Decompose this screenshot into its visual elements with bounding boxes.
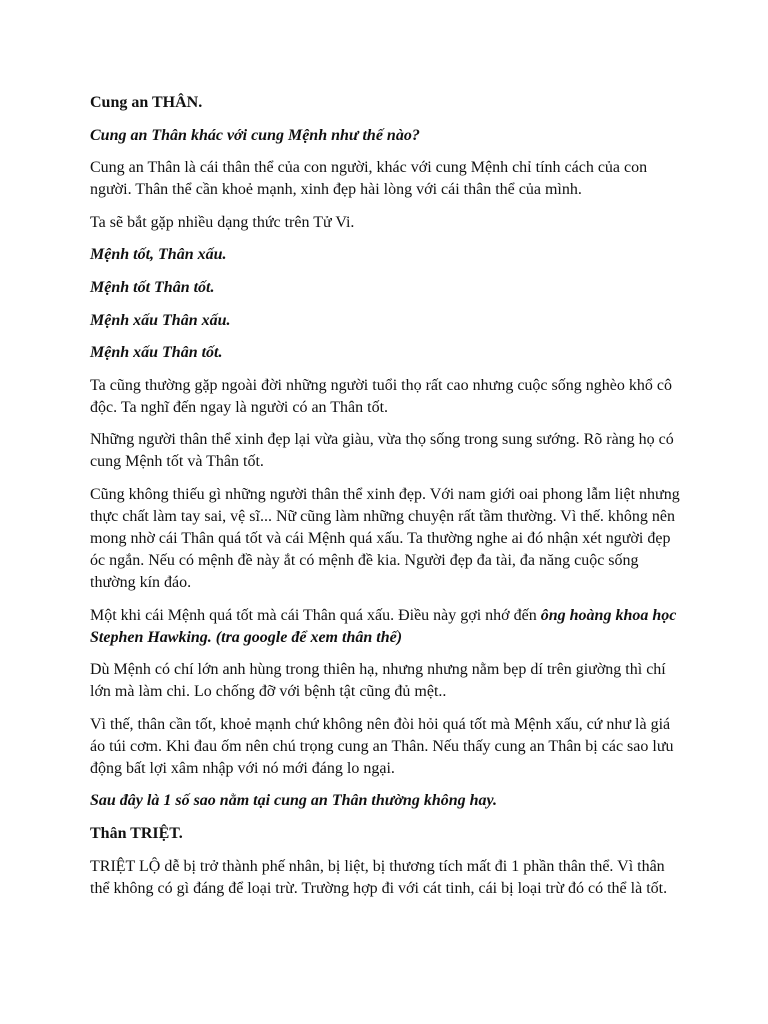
paragraph-5: Cũng không thiếu gì những người thân thể xinh đẹp. Với nam giới oai phong lẫm liệt nhưng thực chất làm tay sai, vệ sĩ... Nữ cũng làm những chuyện rất tầm thường. Vì thế. không nên mong nhờ cái Thân quá tốt và cái Mệnh quá xấu. Ta thường nghe ai đó nhận xét người đẹp óc ngắn. Nếu có mệnh đề này ắt có mệnh đề kia. Người đẹp đa tài, đa năng cuộc sống thường kín đáo. [90, 485, 680, 591]
bad-stars-intro: Sau đây là 1 số sao nằm tại cung an Thân thường không hay. [90, 792, 498, 810]
paragraph-1: Cung an Thân là cái thân thể của con người, khác với cung Mệnh chỉ tính cách của con người. Thân thể cần khoẻ mạnh, xinh đẹp hài lòng với cái thân thể của mình. [90, 159, 648, 199]
paragraph-2: Ta sẽ bắt gặp nhiều dạng thức trên Tử Vi. [90, 213, 355, 231]
document-page [90, 92, 688, 910]
paragraph-6-text: Một khi cái Mệnh quá tốt mà cái Thân quá xấu. Điều này gợi nhớ đến [90, 606, 541, 624]
case-3: Mệnh xấu Thân xấu. [90, 311, 231, 329]
document-heading: Cung an THÂN. [90, 94, 203, 111]
paragraph-6 [90, 605, 688, 649]
case-2: Mệnh tốt Thân tốt. [90, 278, 215, 296]
question-heading: Cung an Thân khác với cung Mệnh như thế nào? [90, 126, 420, 144]
paragraph-6-emphasis: ông hoàng khoa học Stephen Hawking. (tra google để xem thân thế) [90, 606, 677, 646]
paragraph-7: Dù Mệnh có chí lớn anh hùng trong thiên hạ, nhưng nhưng nằm bẹp dí trên giường thì chí lớn mà làm chi. Lo chống đỡ với bệnh tật cũng đủ mệt.. [90, 661, 666, 701]
case-4: Mệnh xấu Thân tốt. [90, 344, 223, 362]
paragraph-3: Ta cũng thường gặp ngoài đời những người tuổi thọ rất cao nhưng cuộc sống nghèo khổ cô độc. Ta nghĩ đến ngay là người có an Thân tốt. [90, 376, 672, 416]
paragraph-8: Vì thế, thân cần tốt, khoẻ mạnh chứ không nên đòi hỏi quá tốt mà Mệnh xấu, cứ như là giá áo túi cơm. Khi đau ốm nên chú trọng cung an Thân. Nếu thấy cung an Thân bị các sao lưu động bất lợi xâm nhập với nó mới đáng lo ngại. [90, 715, 674, 777]
paragraph-4: Những người thân thể xinh đẹp lại vừa giàu, vừa thọ sống trong sung sướng. Rõ ràng họ có cung Mệnh tốt và Thân tốt. [90, 431, 674, 471]
case-1: Mệnh tốt, Thân xấu. [90, 246, 227, 264]
paragraph-9: TRIỆT LỘ dễ bị trở thành phế nhân, bị liệt, bị thương tích mất đi 1 phần thân thể. Vì thân thể không có gì đáng để loại trừ. Trường hợp đi với cát tinh, cái bị loại trừ đó có thể là tốt. [90, 857, 668, 897]
section-heading-than-triet: Thân TRIỆT. [90, 824, 183, 842]
